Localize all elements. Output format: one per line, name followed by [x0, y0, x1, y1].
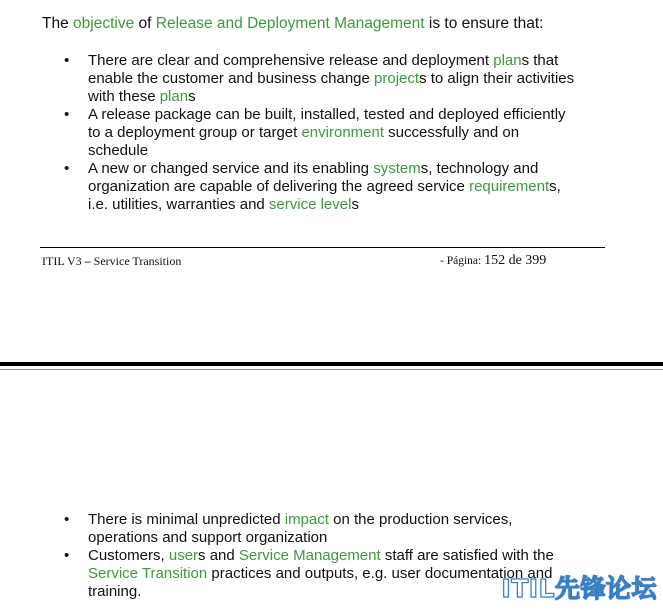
text-line	[88, 124, 624, 142]
text-seg: on the production services,	[328, 511, 513, 528]
text-seg: schedule	[88, 142, 149, 159]
plan-link[interactable]: plan	[493, 52, 522, 69]
footer-page-number	[440, 252, 546, 269]
bullet-icon: •	[64, 160, 70, 177]
text-line	[88, 88, 624, 106]
footer-dash: –	[81, 254, 94, 268]
service-management-link[interactable]: Service Management	[238, 547, 381, 564]
footer-page-count: 152 de 399	[484, 253, 547, 268]
release-deployment-link[interactable]: Release and Deployment Management	[155, 15, 425, 32]
page-break-shadow	[0, 369, 663, 370]
bullet-icon: •	[64, 547, 70, 564]
intro-seg: of	[134, 15, 156, 32]
list-item	[64, 160, 624, 214]
page-break-divider	[0, 362, 663, 366]
text-seg: s	[351, 196, 359, 213]
bullet-icon: •	[64, 106, 70, 123]
intro-seg: is to ensure that:	[424, 15, 544, 32]
text-seg: successfully and on	[384, 124, 520, 141]
text-seg: to a deployment group or target	[88, 124, 302, 141]
text-line	[88, 70, 624, 88]
text-seg: enable the customer and business change	[88, 70, 375, 87]
text-line	[88, 511, 624, 529]
text-seg: s, technology and	[420, 160, 539, 177]
text-seg: A release package can be built, installed, tested and deployed efficiently	[88, 106, 566, 123]
text-seg: s that	[521, 52, 559, 69]
text-seg: organization are capable of delivering the agreed service	[88, 178, 470, 195]
text-seg: There is minimal unpredicted	[88, 511, 285, 528]
service-level-link[interactable]: service level	[268, 196, 352, 213]
text-line	[88, 178, 624, 196]
text-seg: i.e. utilities, warranties and	[88, 196, 269, 213]
text-seg: s to align their activities	[419, 70, 575, 87]
intro-seg: The	[42, 15, 74, 32]
text-line	[88, 106, 624, 124]
text-seg: staff are satisfied with the	[380, 547, 554, 564]
text-seg: s,	[549, 178, 561, 195]
intro-paragraph	[42, 15, 642, 33]
text-seg: operations and support organization	[88, 529, 328, 546]
system-link[interactable]: system	[373, 160, 421, 177]
objective-link[interactable]: objective	[73, 15, 135, 32]
text-seg: There are clear and comprehensive release and deployment	[88, 52, 494, 69]
footer-pagina-label: Página:	[446, 255, 485, 267]
service-transition-link[interactable]: Service Transition	[88, 565, 208, 582]
list-item	[64, 106, 624, 160]
footer-dash: -	[440, 255, 447, 267]
environment-link[interactable]: environment	[301, 124, 385, 141]
text-line	[88, 142, 624, 160]
objectives-list-page1	[64, 52, 624, 214]
footer-divider	[40, 247, 605, 248]
plan-link[interactable]: plan	[159, 88, 189, 105]
text-seg: training.	[88, 583, 142, 600]
forum-watermark: ITIL先锋论坛	[501, 574, 657, 603]
bullet-icon: •	[64, 52, 70, 69]
text-line	[88, 52, 624, 70]
text-seg: A new or changed service and its enabling	[88, 160, 374, 177]
text-line	[88, 196, 624, 214]
list-item	[64, 511, 624, 547]
text-line	[88, 529, 624, 547]
text-seg: Customers,	[88, 547, 169, 564]
text-seg: s and	[198, 547, 239, 564]
footer-itil: ITIL V3	[42, 254, 82, 268]
project-link[interactable]: project	[374, 70, 420, 87]
impact-link[interactable]: impact	[284, 511, 329, 528]
text-line	[88, 160, 624, 178]
text-line	[88, 547, 624, 565]
user-link[interactable]: user	[168, 547, 199, 564]
footer-title	[42, 254, 181, 268]
footer-section: Service Transition	[93, 254, 182, 268]
text-seg: s	[188, 88, 196, 105]
list-item	[64, 52, 624, 106]
text-seg: practices and outputs, e.g. user documentation and	[207, 565, 553, 582]
bullet-icon: •	[64, 511, 70, 528]
text-seg: with these	[88, 88, 160, 105]
requirement-link[interactable]: requirement	[469, 178, 550, 195]
